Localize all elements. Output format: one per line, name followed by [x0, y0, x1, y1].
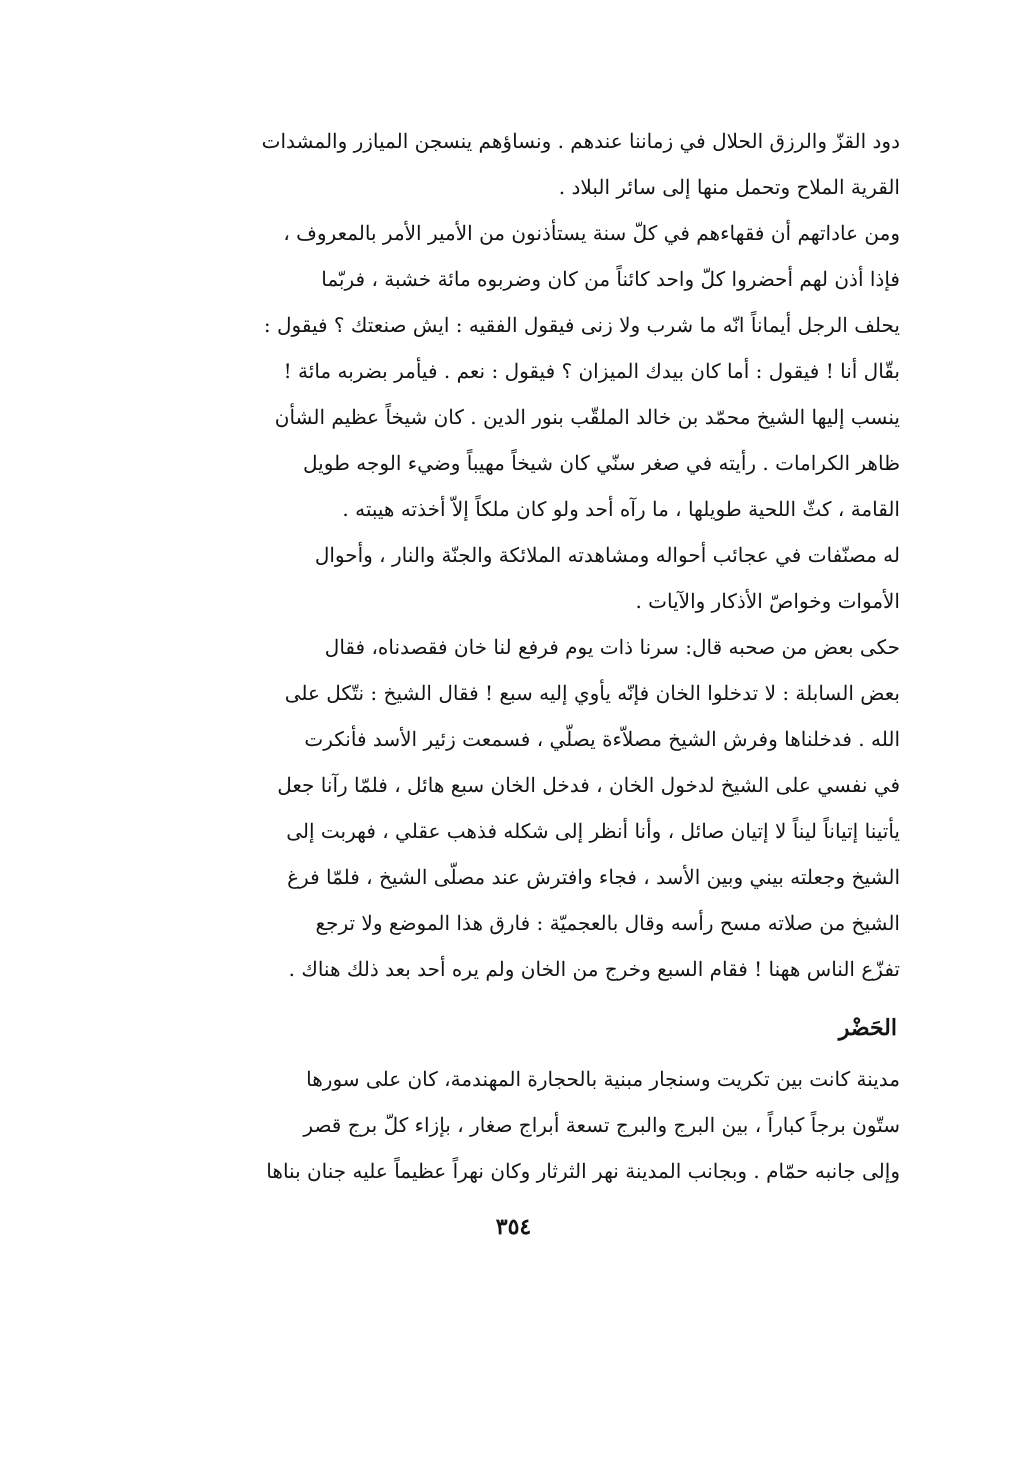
text-line: الشيخ وجعلته بيني وبين الأسد ، فجاء وافترش عند مصلّى الشيخ ، فلمّا فرغ: [287, 865, 900, 889]
text-line: الأموات وخواصّ الأذكار والآيات .: [635, 589, 900, 613]
text-line: وإلى جانبه حمّام . وبجانب المدينة نهر الثرثار وكان نهراً عظيماً عليه جنان بناها: [266, 1159, 900, 1183]
main-text: [188, 118, 900, 992]
text-line: حكى بعض من صحبه قال: سرنا ذات يوم فرفع لنا خان فقصدناه، فقال: [324, 635, 900, 659]
text-line: مدينة كانت بين تكريت وسنجار مبنية بالحجارة المهندمة، كان على سورها: [306, 1067, 900, 1091]
text-line: له مصنّفات في عجائب أحواله ومشاهدته الملائكة والجنّة والنار ، وأحوال: [314, 543, 900, 567]
text-line: الشيخ من صلاته مسح رأسه وقال بالعجميّة : فارق هذا الموضع ولا ترجع: [315, 911, 900, 935]
text-line: فإذا أذن لهم أحضروا كلّ واحد كائناً من كان وضربوه مائة خشبة ، فربّما: [321, 267, 900, 291]
text-line: الله . فدخلناها وفرش الشيخ مصلاّءة يصلّي ، فسمعت زئير الأسد فأنكرت: [304, 727, 900, 751]
section-text: [188, 1056, 900, 1194]
page-number: ٣٥٤: [495, 1214, 532, 1240]
text-line: بقّال أنا ! فيقول : أما كان بيدك الميزان ؟ فيقول : نعم . فيأمر بضربه مائة !: [283, 359, 900, 383]
text-line: ينسب إليها الشيخ محمّد بن خالد الملقّب بنور الدين . كان شيخاً عظيم الشأن: [274, 405, 900, 429]
text-line: القامة ، كثّ اللحية طويلها ، ما رآه أحد ولو كان ملكاً إلاّ أخذته هيبته .: [342, 497, 900, 521]
text-line: يحلف الرجل أيماناً انّه ما شرب ولا زنى فيقول الفقيه : ايش صنعتك ؟ فيقول :: [263, 313, 900, 337]
text-line: بعض السابلة : لا تدخلوا الخان فإنّه يأوي إليه سبع ! فقال الشيخ : نتّكل على: [284, 681, 900, 705]
text-line: ومن عاداتهم أن فقهاءهم في كلّ سنة يستأذنون من الأمير الأمر بالمعروف ،: [283, 221, 900, 245]
text-line: دود القزّ والرزق الحلال في زماننا عندهم . ونساؤهم ينسجن الميازر والمشدات: [261, 129, 900, 153]
text-line: يأتينا إتياناً ليناً لا إتيان صائل ، وأنا أنظر إلى شكله فذهب عقلي ، فهربت إلى: [286, 819, 900, 843]
text-line: في نفسي على الشيخ لدخول الخان ، فدخل الخان سبع هائل ، فلمّا رآنا جعل: [277, 773, 900, 797]
section-heading: الحَضْر: [838, 1015, 897, 1041]
text-line: القرية الملاح وتحمل منها إلى سائر البلاد .: [558, 175, 900, 199]
text-line: تفزّع الناس ههنا ! فقام السبع وخرج من الخان ولم يره أحد بعد ذلك هناك .: [288, 957, 900, 981]
text-line: ستّون برجاً كباراً ، بين البرج والبرج تسعة أبراج صغار ، بإزاء كلّ برج قصر: [303, 1113, 900, 1137]
text-line: ظاهر الكرامات . رأيته في صغر سنّي كان شيخاً مهيباً وضيء الوجه طويل: [302, 451, 900, 475]
